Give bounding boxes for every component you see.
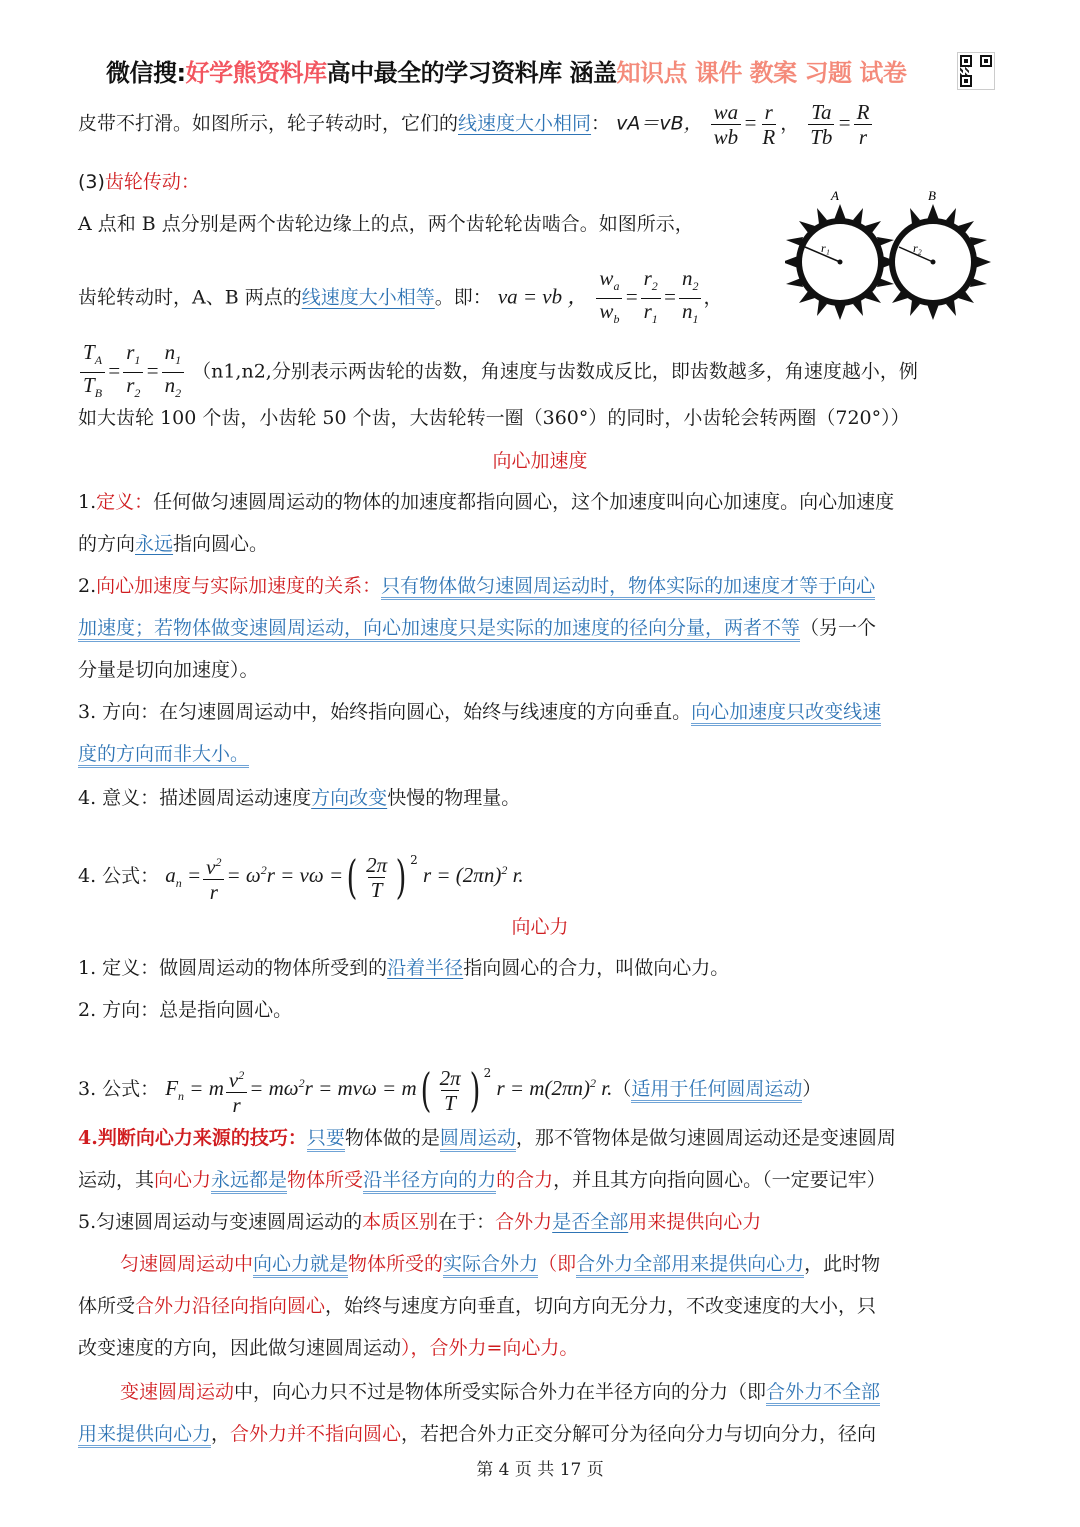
- link-forever[interactable]: 永远: [135, 533, 174, 555]
- text: 指向圆心的合力，叫做向心力。: [463, 957, 730, 979]
- red-text: 匀速圆周运动中: [120, 1253, 254, 1275]
- text: 5.匀速圆周运动与变速圆周运动的: [78, 1211, 363, 1233]
- red-text: 向心力: [154, 1169, 212, 1191]
- text: ，并且其方向指向圆心。（一定要记牢）: [553, 1169, 886, 1191]
- force-essence: [78, 1208, 761, 1236]
- text: 在于：: [438, 1211, 496, 1233]
- frac-num: wa: [711, 100, 742, 125]
- item-label: 定义：: [96, 491, 154, 513]
- link[interactable]: 合外力不全部: [766, 1381, 880, 1406]
- section-title-force: 向心力: [511, 916, 569, 938]
- text: 1. 定义：做圆周运动的物体所受到的: [78, 957, 388, 979]
- svg-text:A: A: [831, 190, 839, 203]
- fraction: $\frac{r_1}{r_2}$: [123, 340, 143, 405]
- link[interactable]: 沿半径方向的力: [363, 1169, 496, 1194]
- applies-link[interactable]: 适用于任何圆周运动: [631, 1078, 802, 1103]
- banner-tags: 知识点 课件 教案 习题 试卷: [616, 58, 907, 87]
- gear-line-2: 齿轮转动时，A、B 两点的线速度大小相等。即： va = vb ， $\frac{w_a}{w_b}$ = $\frac{r_2}{r_1}$ = $\frac{n_2}{n_1}$ ，: [78, 266, 722, 331]
- svg-text:r₁: r₁: [821, 241, 830, 255]
- item-label: 4.判断向心力来源的技巧：: [78, 1127, 307, 1149]
- force-tip: [78, 1124, 896, 1152]
- red-text: 本质区别: [362, 1211, 439, 1233]
- red-text: ），合外力=向心力。: [401, 1337, 579, 1359]
- red-text: 物体所受的: [348, 1253, 444, 1275]
- paren: ）: [802, 1078, 822, 1100]
- text: 物体做的是: [344, 1127, 440, 1149]
- force-def: [78, 954, 729, 982]
- frac-den: wb: [713, 125, 739, 149]
- text: 改变速度的方向，因此做匀速圆周运动: [78, 1337, 402, 1359]
- text: ，若把合外力正交分解可分为径向分力与切向分力，径向: [401, 1423, 877, 1445]
- meaning-link[interactable]: 方向改变: [311, 787, 388, 809]
- text: 指向圆心。: [173, 533, 269, 555]
- item-label: 3. 公式：: [78, 1078, 160, 1100]
- accel-relation-end: 分量是切向加速度）。: [78, 659, 259, 681]
- link[interactable]: 永远都是: [211, 1169, 287, 1194]
- variable-paragraph: [120, 1378, 880, 1406]
- fraction: $\frac{w_a}{w_b}$: [596, 266, 622, 331]
- item-number: 2.: [78, 575, 97, 597]
- frac-num: R: [854, 100, 873, 125]
- fraction: $\frac{n_1}{n_2}$: [162, 340, 185, 405]
- relation-link[interactable]: 只有物体做匀速圆周运动时，物体实际的加速度才等于向心: [381, 575, 875, 600]
- heading-text: 齿轮传动：: [104, 171, 200, 193]
- red-text: 合外力沿径向指向圆心: [135, 1295, 326, 1317]
- fraction: $\frac{r_2}{r_1}$: [641, 266, 661, 331]
- red-text: （即: [538, 1253, 577, 1275]
- text: 4. 意义：描述圆周运动速度: [78, 787, 312, 809]
- gear-line-1: A 点和 B 点分别是两个齿轮边缘上的点，两个齿轮轮齿啮合。如图所示，: [78, 213, 694, 235]
- text: 中，向心力只不过是物体所受实际合外力在半径方向的分力（即: [234, 1381, 767, 1403]
- text: 运动，其: [78, 1169, 155, 1191]
- text: ，那不管物体是做匀速圆周运动还是变速圆周: [515, 1127, 896, 1149]
- fraction: [711, 100, 742, 149]
- accel-def-cont: [78, 530, 268, 558]
- text: 齿轮转动时，A、B 两点的: [78, 286, 302, 309]
- text: 任何做匀速圆周运动的物体的加速度都指向圆心，这个加速度叫向心加速度。向心加速度: [153, 491, 895, 513]
- red-text: 的合力: [496, 1169, 554, 1191]
- svg-text:r₂: r₂: [913, 241, 922, 255]
- belt-eq1: vA＝vB，: [616, 112, 703, 135]
- frac-den: Tb: [810, 125, 833, 149]
- text: 快慢的物理量。: [387, 787, 521, 809]
- section-title-acceleration: 向心加速度: [492, 450, 588, 472]
- fraction: $\frac{n_2}{n_1}$: [679, 266, 702, 331]
- direction-link[interactable]: 度的方向而非大小。: [78, 743, 249, 768]
- accel-def: [78, 488, 894, 516]
- link[interactable]: 向心力就是: [253, 1253, 348, 1278]
- accel-relation-cont: [78, 614, 876, 642]
- promo-banner: [106, 50, 996, 90]
- text: 3. 方向：在匀速圆周运动中，始终指向圆心，始终与线速度的方向垂直。: [78, 701, 692, 723]
- force-formula: 3. 公式： $F_n = m$ $\frac{v^2}{r}$ = $m\omega^2r = mv\omega = m$( $\frac{2\pi}{T}$ ) $^2$ $r = m(2\pi n)^2$ r.（适用于任何圆周运动）: [78, 1063, 822, 1117]
- item-number: 1.: [78, 491, 97, 513]
- text: 体所受: [78, 1295, 136, 1317]
- gear-heading: [78, 168, 200, 196]
- text: ，: [211, 1423, 231, 1445]
- gear-a-icon: [785, 190, 898, 320]
- link[interactable]: 实际合外力: [443, 1253, 538, 1278]
- uniform-paragraph-3: [78, 1334, 578, 1362]
- gear-diagram: [785, 190, 995, 320]
- frac-num: Ta: [808, 100, 834, 125]
- accel-direction: [78, 698, 881, 726]
- item-label: 4. 公式：: [78, 865, 160, 887]
- colon: ：: [591, 112, 611, 135]
- radius-link[interactable]: 沿着半径: [387, 957, 464, 979]
- link[interactable]: 只要: [307, 1127, 345, 1152]
- qr-finder: [980, 55, 992, 67]
- accel-relation: [78, 572, 875, 600]
- belt-link[interactable]: 线速度大小相同: [458, 112, 592, 135]
- uniform-paragraph: [120, 1250, 880, 1278]
- accel-direction-cont: [78, 740, 249, 768]
- gear-link[interactable]: 线速度大小相等: [301, 286, 435, 309]
- belt-paragraph: 皮带不打滑。如图所示，轮子转动时，它们的线速度大小相同： vA＝vB， $\frac{wa}{wb}$ = $\frac{r}{R}$ ， $\frac{Ta}{Tb}$ = $\frac{R}{r}$: [78, 100, 874, 149]
- frac-num: r: [762, 100, 776, 125]
- frac-den: r: [858, 125, 868, 149]
- force-direction: 2. 方向：总是指向圆心。: [78, 999, 293, 1021]
- banner-middle: 高中最全的学习资料库 涵盖: [326, 58, 617, 87]
- fraction: $\frac{T_A}{T_B}$: [80, 340, 105, 405]
- gear-b-icon: [889, 190, 991, 320]
- belt-text: 皮带不打滑。如图所示，轮子转动时，它们的: [78, 112, 459, 135]
- accel-meaning: [78, 784, 520, 812]
- qr-code-icon[interactable]: [958, 53, 994, 89]
- text: 的方向: [78, 533, 136, 555]
- page-number: 第 4 页 共 17 页: [476, 1460, 604, 1480]
- banner-brand: 好学熊资料库: [185, 58, 327, 87]
- link[interactable]: 圆周运动: [440, 1127, 516, 1152]
- uniform-paragraph-2: [78, 1292, 876, 1320]
- red-text: 变速圆周运动: [120, 1381, 235, 1403]
- red-text: 用来提供向心力: [628, 1211, 762, 1233]
- paren: （: [612, 1078, 632, 1100]
- ratio-explanation: （n1,n2,分别表示两齿轮的齿数，角速度与齿数成反比，即齿数越多，角速度越小，例: [192, 360, 918, 383]
- text: 。即：: [434, 286, 492, 309]
- text: （另一个: [800, 617, 877, 639]
- item-label: 向心加速度与实际加速度的关系：: [96, 575, 382, 597]
- svg-text:B: B: [928, 190, 936, 203]
- red-text: 合外力并不指向圆心: [230, 1423, 402, 1445]
- red-text: 物体所受: [287, 1169, 364, 1191]
- text: ，此时物: [804, 1253, 881, 1275]
- banner-prefix: 微信搜:: [106, 58, 186, 87]
- fraction: [854, 100, 873, 149]
- fraction: [807, 100, 835, 149]
- qr-finder: [960, 75, 972, 87]
- accel-formula: 4. 公式： $a_n$ = $\frac{v^2}{r}$ = $\omega^2r = v\omega$ =( $\frac{2\pi}{T}$ ) $^2$ $r = (2\pi n)^2$ r.: [78, 850, 524, 904]
- heading-number: (3): [78, 171, 105, 193]
- variable-paragraph-2: [78, 1420, 876, 1448]
- gear-ratio-line: $\frac{T_A}{T_B}$ = $\frac{r_1}{r_2}$ = $\frac{n_1}{n_2}$ （n1,n2,分别表示两齿轮的齿数，角速度与齿数成反比，即齿数越多，角速度越小，例: [78, 340, 918, 405]
- relation-link[interactable]: 加速度；若物体做变速圆周运动，向心加速度只是实际的加速度的径向分量，两者不等: [78, 617, 800, 642]
- frac-den: R: [762, 125, 776, 149]
- text: ，始终与速度方向垂直，切向方向无分力，不改变速度的大小，只: [325, 1295, 877, 1317]
- gear-example-line: 如大齿轮 100 个齿，小齿轮 50 个齿，大齿轮转一圈（360°）的同时，小齿轮会转两圈（720°））: [78, 407, 910, 429]
- link[interactable]: 合外力全部用来提供向心力: [576, 1253, 804, 1278]
- qr-finder: [960, 55, 972, 67]
- red-text: 合外力: [495, 1211, 553, 1233]
- link[interactable]: 用来提供向心力: [78, 1423, 211, 1448]
- link[interactable]: 是否全部: [552, 1211, 629, 1233]
- fraction: [759, 100, 778, 149]
- velocity-eq: va = vb ，: [497, 284, 589, 309]
- direction-link[interactable]: 向心加速度只改变线速: [691, 701, 881, 726]
- force-tip-cont: [78, 1166, 886, 1194]
